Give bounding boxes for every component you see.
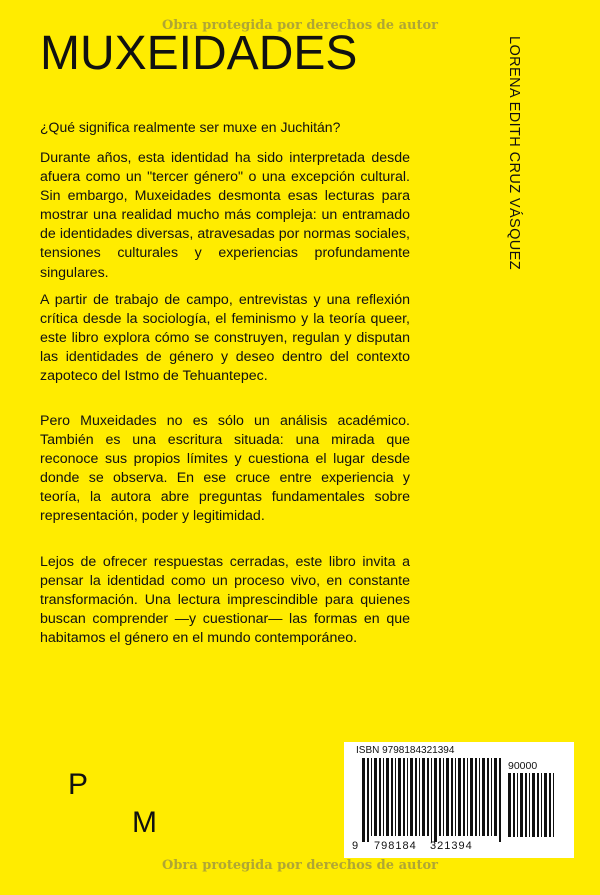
- barcode-bar: [374, 758, 377, 836]
- barcode-bar: [553, 773, 554, 837]
- publisher-logo-m: M: [132, 806, 157, 839]
- barcode-digits-right: 321394: [430, 840, 473, 852]
- barcode-bar: [427, 758, 429, 836]
- isbn-label: ISBN 9798184321394: [356, 745, 455, 756]
- barcode-box: [344, 742, 574, 858]
- barcode-bar: [508, 773, 511, 837]
- barcode-bar: [398, 758, 401, 836]
- barcode-bar: [451, 758, 453, 836]
- barcode-bar: [410, 758, 413, 836]
- blurb-paragraph-4: Lejos de ofrecer respuestas cerradas, este libro invita a pensar la identidad como un proceso vivo, en constante transformación. Una lectura imprescindible para quienes buscan comprender —y cuestionar— las formas en que habitamos el género en el mundo contemporáneo.: [40, 554, 410, 647]
- barcode-bar: [549, 773, 551, 837]
- barcode-bar: [520, 773, 523, 837]
- barcode-bar: [463, 758, 465, 836]
- barcode-bar: [415, 758, 417, 836]
- barcode-bar: [371, 758, 372, 836]
- blurb-question: ¿Qué significa realmente ser muxe en Juchitán?: [40, 119, 341, 135]
- barcode-bar: [439, 758, 441, 836]
- barcode-bar: [544, 773, 547, 837]
- author-name: LORENA EDITH CRUZ VÁSQUEZ: [506, 36, 522, 270]
- barcode-bar: [479, 758, 480, 836]
- barcode-bar: [541, 773, 542, 837]
- barcode-bar: [487, 758, 489, 836]
- watermark-top: Obra protegida por derechos de autor: [162, 18, 438, 33]
- barcode-bar: [383, 758, 384, 836]
- blurb-paragraph-3: Pero Muxeidades no es sólo un análisis académico. También es una escritura situada: una mirada que reconoce sus propios límites y cuestiona el lugar desde donde se observa. En ese cruce entre experiencia y teoría, la autora abre preguntas fundamentales sobre representación, poder y legitimidad.: [40, 413, 410, 525]
- barcode-bar: [407, 758, 408, 836]
- barcode-bar: [475, 758, 477, 836]
- barcode-bar: [386, 758, 389, 836]
- barcode-bar: [362, 758, 365, 842]
- barcode-bar: [379, 758, 381, 836]
- barcode-bar: [458, 758, 461, 836]
- barcode-digit-first: 9: [352, 840, 359, 852]
- barcode-bar: [467, 758, 468, 836]
- barcode-bar: [513, 773, 515, 837]
- barcode-bar: [419, 758, 420, 836]
- barcode-bar: [422, 758, 425, 836]
- barcode-bar: [446, 758, 449, 836]
- barcode-bar: [455, 758, 456, 836]
- barcode-bar: [537, 773, 539, 837]
- publisher-logo-p: P: [68, 768, 89, 801]
- addon-barcode-bars: [508, 773, 560, 843]
- barcode-bar: [443, 758, 444, 836]
- barcode-bar: [395, 758, 396, 836]
- price-code: 90000: [508, 760, 538, 772]
- barcode-bar: [494, 758, 497, 836]
- barcode-bars: [362, 758, 504, 842]
- barcode-bar: [403, 758, 405, 836]
- barcode-bar: [491, 758, 492, 836]
- barcode-bar: [391, 758, 393, 836]
- barcode-bar: [470, 758, 473, 836]
- watermark-bottom: Obra protegida por derechos de autor: [162, 858, 438, 873]
- barcode-digits-left: 798184: [374, 840, 417, 852]
- blurb-paragraph-1: Durante años, esta identidad ha sido interpretada desde afuera como un "tercer género" o una excepción cultural. Sin embargo, Muxeidades desmonta esas lecturas para mostrar una realidad mucho más compleja: un entramado de identidades diversas, atravesadas por normas sociales, tensiones culturales y experiencias profundamente singulares.: [40, 150, 410, 281]
- barcode-bar: [367, 758, 369, 842]
- barcode-bar: [431, 758, 432, 842]
- barcode-bar: [482, 758, 485, 836]
- barcode-bar: [517, 773, 518, 837]
- barcode-bar: [434, 758, 437, 842]
- barcode-bar: [525, 773, 527, 837]
- barcode-bar: [499, 758, 501, 842]
- barcode-bar: [529, 773, 530, 837]
- blurb-paragraph-2: A partir de trabajo de campo, entrevistas y una reflexión crítica desde la sociología, el feminismo y la teoría queer, este libro explora cómo se construyen, regulan y disputan las identidades de género y deseo dentro del contexto zapoteco del Istmo de Tehuantepec.: [40, 292, 410, 385]
- book-title: MUXEIDADES: [40, 27, 358, 80]
- barcode-bar: [532, 773, 535, 837]
